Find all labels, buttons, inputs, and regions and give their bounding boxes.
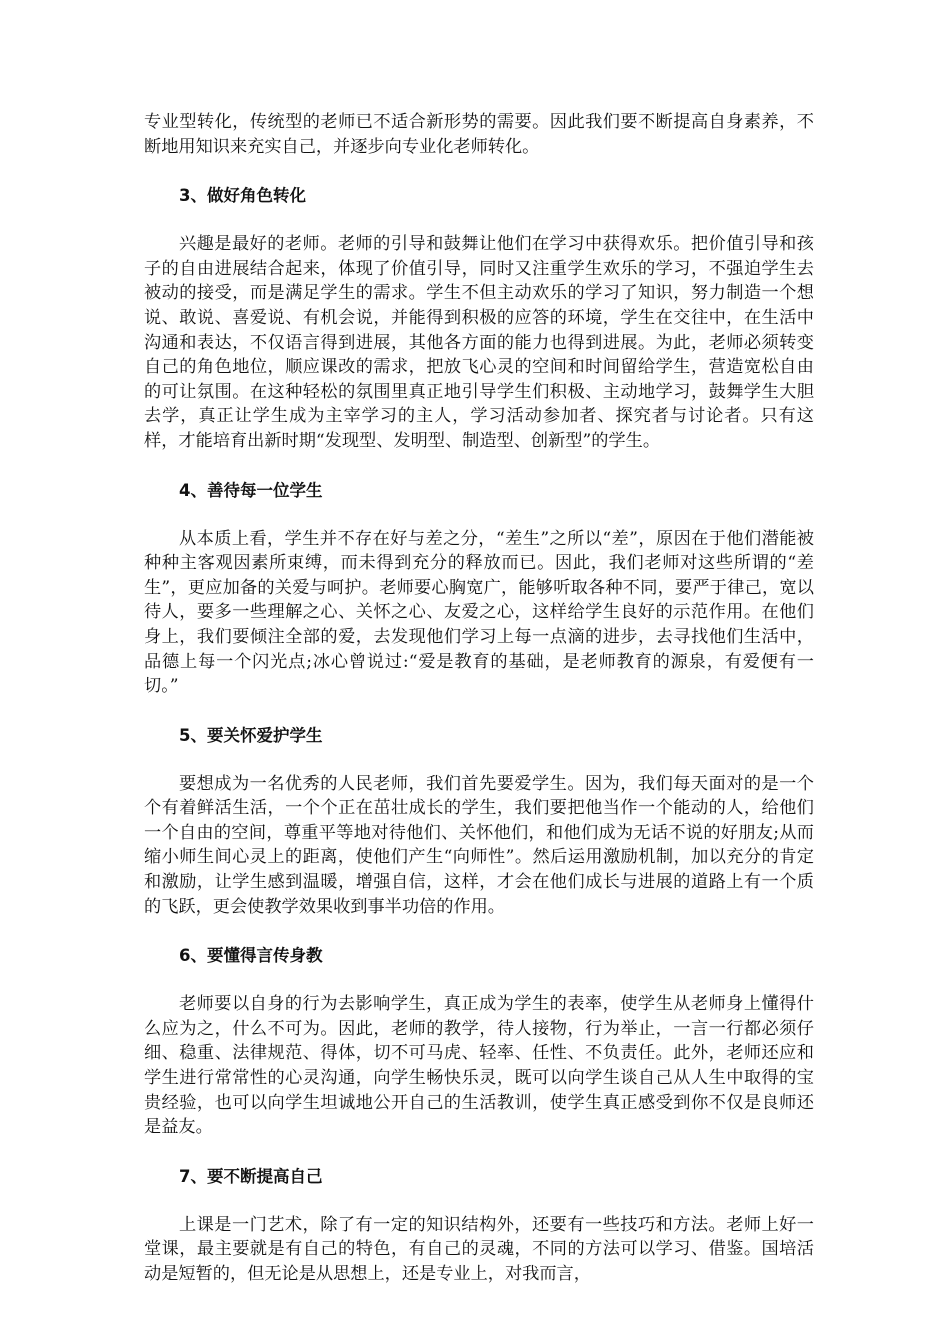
section-heading-3: 3、做好角色转化 bbox=[179, 186, 306, 206]
section-body-6: 老师要以自身的行为去影响学生，真正成为学生的表率，使学生从老师身上懂得什么应为之，什么不可为。因此，老师的教学，待人接物，行为举止，一言一行都必须仔细、稳重、法律规范、得体，切不可马虎、轻率、任性、不负责任。此外，老师还应和学生进行常常性的心灵沟通，向学生畅快乐灵，既可以向学生谈自己从人生中取得的宝贵经验，也可以向学生坦诚地公开自己的生活教训，使学生真正感受到你不仅是良师还是益友。 bbox=[144, 994, 814, 1138]
section-heading-4: 4、善待每一位学生 bbox=[179, 480, 323, 500]
section-heading-7: 7、要不断提高自己 bbox=[179, 1166, 323, 1186]
section-body-5: 要想成为一名优秀的人民老师，我们首先要爱学生。因为，我们每天面对的是一个个有着鲜活生活，一个个正在茁壮成长的学生，我们要把他当作一个能动的人，给他们一个自由的空间，尊重平等地对待他们、关怀他们，和他们成为无话不说的好朋友;从而缩小师生间心灵上的距离，使他们产生“向师性”。然后运用激励机制，加以充分的肯定和激励，让学生感到温暖，增强自信，这样，才会在他们成长与进展的道路上有一个质的飞跃，更会使教学效果收到事半功倍的作用。 bbox=[144, 773, 814, 917]
section-heading-5: 5、要关怀爱护学生 bbox=[179, 725, 323, 745]
section-body-7: 上课是一门艺术，除了有一定的知识结构外，还要有一些技巧和方法。老师上好一堂课，最主要就是有自己的特色，有自己的灵魂，不同的方法可以学习、借鉴。国培活动是短暂的，但无论是从思想上，还是专业上，对我而言， bbox=[144, 1214, 814, 1284]
section-body-4: 从本质上看，学生并不存在好与差之分，“差生”之所以“差”，原因在于他们潜能被种种主客观因素所束缚，而未得到充分的释放而已。因此，我们老师对这些所谓的“差生”，更应加备的关爱与呵护。老师要心胸宽广，能够听取各种不同，要严于律己，宽以待人，要多一些理解之心、关怀之心、友爱之心，这样给学生良好的示范作用。在他们身上，我们要倾注全部的爱，去发现他们学习上每一点滴的进步，去寻找他们生活中，品德上每一个闪光点;冰心曾说过:“爱是教育的基础，是老师教育的源泉，有爱便有一切。” bbox=[144, 528, 814, 697]
section-heading-6: 6、要懂得言传身教 bbox=[179, 946, 323, 966]
section-body-3: 兴趣是最好的老师。老师的引导和鼓舞让他们在学习中获得欢乐。把价值引导和孩子的自由进展结合起来，体现了价值引导，同时又注重学生欢乐的学习，不强迫学生去被动的接受，而是满足学生的需求。学生不但主动欢乐的学习了知识，努力制造一个想说、敢说、喜爱说、有机会说，并能得到积极的应答的环境，学生在交往中，在生活中沟通和表达，不仅语言得到进展，其他各方面的能力也得到进展。为此，老师必须转变自己的角色地位，顺应课改的需求，把放飞心灵的空间和时间留给学生，营造宽松自由的可让氛围。在这种轻松的氛围里真正地引导学生们积极、主动地学习，鼓舞学生大胆去学，真正让学生成为主宰学习的主人，学习活动参加者、探究者与讨论者。只有这样，才能培育出新时期“发现型、发明型、制造型、创新型”的学生。 bbox=[144, 234, 814, 451]
document-page bbox=[144, 110, 814, 1287]
intro-paragraph: 专业型转化，传统型的老师已不适合新形势的需要。因此我们要不断提高自身素养，不断地用知识来充实自己，并逐步向专业化老师转化。 bbox=[144, 112, 814, 157]
